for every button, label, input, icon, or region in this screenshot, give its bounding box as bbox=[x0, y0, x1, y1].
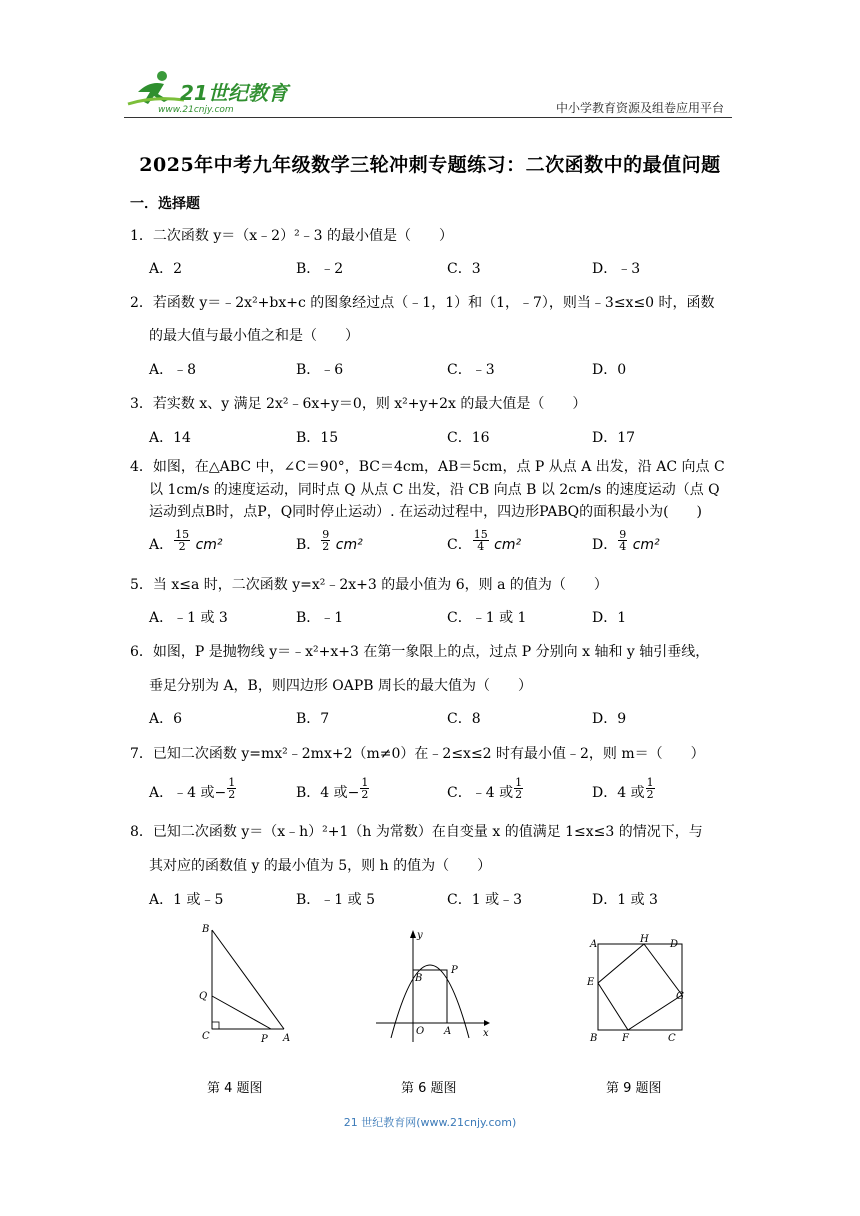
question-7-options bbox=[149, 776, 749, 810]
question-3-options bbox=[149, 429, 749, 449]
label-b: B bbox=[415, 973, 423, 984]
figure-6-caption: 第 6 题图 bbox=[401, 1081, 457, 1096]
option-a[interactable]: A．﹣4 或− $\frac{1}{2}$ bbox=[149, 775, 236, 801]
label-x: x bbox=[483, 1028, 489, 1039]
figure-9-caption: 第 9 题图 bbox=[606, 1081, 662, 1096]
option-c[interactable]: C．3 bbox=[447, 261, 481, 277]
question-4-line-3: 运动到点B时，点P，Q同时停止运动）. 在运动过程中，四边形PABQ的面积最小为( ) bbox=[149, 504, 703, 520]
label-g: G bbox=[676, 991, 684, 1002]
option-c[interactable]: C．1 或﹣3 bbox=[447, 892, 522, 908]
option-a[interactable]: A．﹣1 或 3 bbox=[149, 610, 228, 626]
option-d[interactable]: D．9 bbox=[592, 711, 627, 727]
option-b[interactable]: B．﹣6 bbox=[296, 362, 344, 378]
option-b[interactable]: B．4 或− $\frac{1}{2}$ bbox=[296, 775, 369, 801]
label-c: C bbox=[668, 1033, 676, 1044]
label-q: Q bbox=[199, 991, 208, 1002]
figure-4-caption: 第 4 题图 bbox=[207, 1081, 263, 1096]
question-1: 1．二次函数 y＝（x﹣2）²﹣3 的最小值是（ ） bbox=[130, 228, 454, 244]
option-a[interactable]: A．2 bbox=[149, 261, 183, 277]
option-d[interactable]: D．17 bbox=[592, 430, 636, 446]
label-b: B bbox=[202, 924, 210, 935]
question-3: 3．若实数 x、y 满足 2x²﹣6x+y＝0，则 x²+y+2x 的最大值是（ ） bbox=[130, 396, 587, 412]
option-d[interactable]: D．4 或 $\frac{1}{2}$ bbox=[592, 775, 654, 801]
question-8-options bbox=[149, 891, 749, 911]
option-a[interactable]: A．﹣8 bbox=[149, 362, 197, 378]
option-c[interactable]: C．﹣3 bbox=[447, 362, 495, 378]
question-4-line-2: 以 1cm/s 的速度运动，同时点 Q 从点 C 出发，沿 CB 向点 B 以 2cm/s 的速度运动（点 Q bbox=[149, 482, 720, 498]
question-6-line-1: 6．如图，P 是抛物线 y＝﹣x²+x+3 在第一象限上的点，过点 P 分别向 x 轴和 y 轴引垂线， bbox=[130, 644, 710, 660]
option-c[interactable]: C．﹣4 或 $\frac{1}{2}$ bbox=[447, 775, 523, 801]
runner-logo-icon bbox=[124, 70, 294, 116]
figure-4-triangle bbox=[196, 922, 296, 1047]
question-8-line-1: 8．已知二次函数 y＝（x﹣h）²+1（h 为常数）在自变量 x 的值满足 1≤x≤3 的情况下，与 bbox=[130, 824, 703, 840]
label-d: D bbox=[670, 939, 679, 950]
option-d[interactable]: D．1 bbox=[592, 610, 627, 626]
option-b[interactable]: B．﹣1 bbox=[296, 610, 344, 626]
label-a: A bbox=[283, 1033, 291, 1044]
platform-name: 中小学教育资源及组卷应用平台 bbox=[555, 101, 724, 115]
question-2-line-1: 2．若函数 y＝﹣2x²+bx+c 的图象经过点（﹣1，1）和（1，﹣7），则当﹣3≤x≤0 时，函数 bbox=[130, 295, 715, 311]
question-2-options bbox=[149, 361, 749, 381]
option-b[interactable]: B．﹣1 或 5 bbox=[296, 892, 376, 908]
option-c[interactable]: C．8 bbox=[447, 711, 481, 727]
label-o: O bbox=[416, 1026, 425, 1037]
question-6-line-2: 垂足分别为 A，B，则四边形 OAPB 周长的最大值为（ ） bbox=[149, 678, 533, 694]
option-b[interactable]: B．7 bbox=[296, 711, 330, 727]
question-4-options bbox=[149, 528, 749, 562]
option-b[interactable]: B． $\frac{9}{2}$ cm² bbox=[296, 527, 363, 553]
option-d[interactable]: D．0 bbox=[592, 362, 627, 378]
option-a[interactable]: A．14 bbox=[149, 430, 191, 446]
label-f: F bbox=[622, 1033, 629, 1044]
question-5: 5．当 x≤a 时，二次函数 y=x²﹣2x+3 的最小值为 6，则 a 的值为（ ） bbox=[130, 577, 608, 593]
option-a[interactable]: A． $\frac{15}{2}$ cm² bbox=[149, 527, 223, 553]
question-2-line-2: 的最大值与最小值之和是（ ） bbox=[149, 328, 359, 344]
label-h: H bbox=[640, 934, 649, 945]
option-d[interactable]: D．﹣3 bbox=[592, 261, 641, 277]
section-heading: 一．选择题 bbox=[130, 196, 200, 212]
option-c[interactable]: C． $\frac{15}{4}$ cm² bbox=[447, 527, 522, 553]
footer-link[interactable]: 21 世纪教育网(www.21cnjy.com) bbox=[343, 1116, 517, 1129]
label-p: P bbox=[451, 965, 458, 976]
label-e: E bbox=[587, 977, 595, 988]
label-y: y bbox=[417, 930, 423, 941]
page-title: 2025年中考九年级数学三轮冲刺专题练习：二次函数中的最值问题 bbox=[139, 154, 721, 176]
question-1-options bbox=[149, 260, 749, 280]
option-a[interactable]: A．6 bbox=[149, 711, 183, 727]
option-b[interactable]: B．﹣2 bbox=[296, 261, 344, 277]
label-a: A bbox=[590, 939, 598, 950]
option-c[interactable]: C．16 bbox=[447, 430, 490, 446]
site-logo[interactable] bbox=[124, 70, 294, 116]
question-5-options bbox=[149, 609, 749, 629]
figure-9-square bbox=[584, 932, 694, 1047]
header-divider bbox=[124, 117, 732, 118]
logo-main-text: 21世纪教育 bbox=[180, 81, 288, 105]
option-c[interactable]: C．﹣1 或 1 bbox=[447, 610, 527, 626]
option-a[interactable]: A．1 或﹣5 bbox=[149, 892, 224, 908]
question-6-options bbox=[149, 710, 749, 730]
question-7: 7．已知二次函数 y=mx²﹣2mx+2（m≠0）在﹣2≤x≤2 时有最小值﹣2，则 m＝（ ） bbox=[130, 746, 705, 762]
option-d[interactable]: D． $\frac{9}{4}$ cm² bbox=[592, 527, 660, 553]
logo-url-text: www.21cnjy.com bbox=[158, 105, 234, 115]
label-a: A bbox=[444, 1026, 452, 1037]
label-b: B bbox=[590, 1033, 598, 1044]
label-p: P bbox=[261, 1034, 268, 1045]
question-8-line-2: 其对应的函数值 y 的最小值为 5，则 h 的值为（ ） bbox=[149, 858, 492, 874]
label-c: C bbox=[202, 1031, 210, 1042]
figure-6-parabola bbox=[372, 926, 492, 1044]
option-b[interactable]: B．15 bbox=[296, 430, 339, 446]
option-d[interactable]: D．1 或 3 bbox=[592, 892, 658, 908]
question-4-line-1: 4．如图，在△ABC 中，∠C＝90°，BC＝4cm，AB＝5cm，点 P 从点 A 出发，沿 AC 向点 C bbox=[130, 459, 725, 475]
